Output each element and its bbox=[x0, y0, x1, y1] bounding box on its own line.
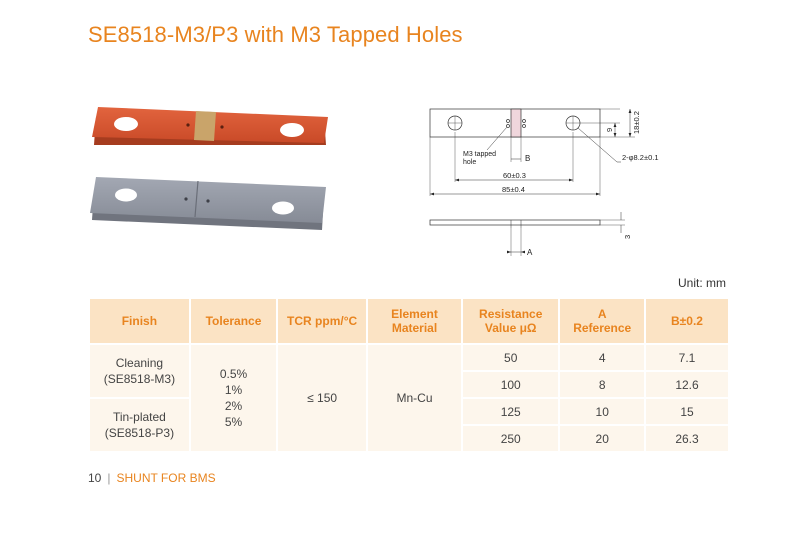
material-cell: Mn-Cu bbox=[368, 345, 461, 451]
b-cell: 7.1 bbox=[646, 345, 728, 370]
unit-label: Unit: mm bbox=[678, 276, 726, 290]
b-cell: 12.6 bbox=[646, 372, 728, 397]
dim-a-label: A bbox=[527, 248, 533, 257]
tcr-cell: ≤ 150 bbox=[278, 345, 366, 451]
footer-separator: | bbox=[107, 471, 111, 485]
b-cell: 15 bbox=[646, 399, 728, 424]
tapped-hole-label-1: M3 tapped bbox=[463, 151, 497, 158]
a-cell: 8 bbox=[560, 372, 644, 397]
a-cell: 10 bbox=[560, 399, 644, 424]
grey-shunt bbox=[90, 177, 326, 230]
header-tcr: TCR ppm/°C bbox=[278, 299, 366, 343]
copper-shunt bbox=[92, 107, 328, 145]
dimension-drawing bbox=[425, 92, 659, 262]
resistance-cell: 50 bbox=[463, 345, 558, 370]
a-cell: 20 bbox=[560, 426, 644, 451]
spec-table bbox=[88, 297, 730, 453]
resistance-cell: 100 bbox=[463, 372, 558, 397]
page-number: 10 bbox=[88, 471, 102, 485]
dim-18-label: 18±0.2 bbox=[632, 111, 641, 134]
b-cell: 26.3 bbox=[646, 426, 728, 451]
resistance-cell: 250 bbox=[463, 426, 558, 451]
tolerance-cell: 0.5% 1% 2% 5% bbox=[191, 345, 276, 451]
page-footer bbox=[88, 471, 216, 485]
table-row bbox=[90, 345, 728, 370]
header-b: B±0.2 bbox=[646, 299, 728, 343]
header-element-material: Element Material bbox=[368, 299, 461, 343]
header-resistance: Resistance Value μΩ bbox=[463, 299, 558, 343]
header-a-reference: A Reference bbox=[560, 299, 644, 343]
resistance-cell: 125 bbox=[463, 399, 558, 424]
table-header-row bbox=[90, 299, 728, 343]
header-finish: Finish bbox=[90, 299, 189, 343]
page-title: SE8518-M3/P3 with M3 Tapped Holes bbox=[88, 22, 463, 47]
shunt-product-photo bbox=[88, 95, 333, 245]
finish-tin-plated: Tin-plated (SE8518-P3) bbox=[90, 399, 189, 451]
dim-60-label: 60±0.3 bbox=[503, 171, 526, 180]
a-cell: 4 bbox=[560, 345, 644, 370]
dim-hole-label: 2-φ8.2±0.1 bbox=[622, 153, 659, 162]
dim-3-label: 3 bbox=[623, 234, 632, 239]
footer-section-title: SHUNT FOR BMS bbox=[116, 471, 216, 485]
header-tolerance: Tolerance bbox=[191, 299, 276, 343]
dim-b-label: B bbox=[525, 154, 531, 163]
finish-cleaning: Cleaning (SE8518-M3) bbox=[90, 345, 189, 397]
tapped-hole-label-2: hole bbox=[463, 159, 477, 166]
dim-9-label: 9 bbox=[605, 127, 614, 132]
dim-85-label: 85±0.4 bbox=[502, 185, 525, 194]
